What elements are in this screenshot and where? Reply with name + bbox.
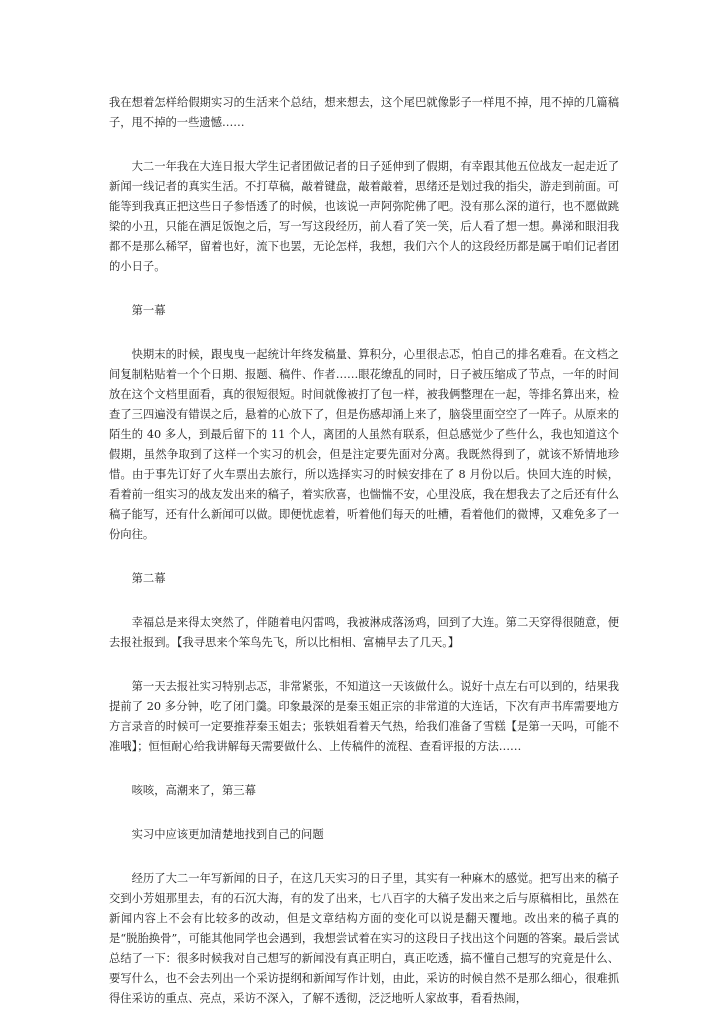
- section-heading-act-one: 第一幕: [131, 304, 166, 317]
- body-paragraph: 经历了大二一年写新闻的日子，在这几天实习的日子里，其实有一种麻木的感觉。把写出来的稿子交到小芳姐那里去，有的石沉大海，有的发了出来，七八百字的大稿子发出来之后与原稿相比，虽然在新闻内容上不会有比较多的改动，但是文章结构方面的变化可以说是翻天覆地。改出来的稿子真的是“脱胎换骨”，可能其他同学也会遇到，我想尝试着在实习的这段日子找出这个问题的答案。最后尝试总结了一下：很多时候我对自己想写的新闻没有真正明白，真正吃透，搞不懂自己想写的究竟是什么、要写什么，也不会去列出一个采访提纲和新闻写作计划，由此，采访的时候自然不是那么细心，很难抓得住采访的重点、亮点，采访不深入，了解不透彻，泛泛地听人家故事，看看热闹，: [109, 872, 619, 1005]
- subheading-find-problems: 实习中应该更加清楚地找到自己的问题: [131, 828, 324, 841]
- body-paragraph: 幸福总是来得太突然了，伴随着电闪雷鸣，我被淋成落汤鸡，回到了大连。第二天穿得很随意，便去报社报到。【我寻思来个笨鸟先飞，所以比相相、富楠早去了几天。】: [109, 616, 619, 649]
- document-page: [109, 93, 619, 1033]
- intro-paragraph: 我在想着怎样给假期实习的生活来个总结，想来想去，这个尾巴就像影子一样甩不掉，甩不掉的几篇稿子，甩不掉的一些遗憾……: [109, 96, 619, 129]
- body-paragraph: 快期末的时候，跟曳曳一起统计年终发稿量、算积分，心里很忐忑，怕自己的排名难看。在文档之间复制粘贴着一个个日期、报题、稿件、作者……眼花缭乱的同时，日子被压缩成了节点，一年的时间放在这个文档里面看，真的很短很短。时间就像被打了包一样，被我俩整理在一起，等排名算出来，检查了三四遍没有错误之后，悬着的心放下了，但是伤感却涌上来了，脑袋里面空空了一阵子。从原来的陌生的 40 多人，到最后留下的 11 个人，离团的人虽然有联系，但总感觉少了些什么，我也知道这个假期，虽然争取到了这样一个实习的机会，但是注定要先面对分离。我既然得到了，就该不矫情地珍惜。由于事先订好了火车票出去旅行，所以选择实习的时候安排在了 8 月份以后。快回大连的时候，看着前一组实习的战友发出来的稿子，着实欣喜，也惴惴不安，心里没底，我在想我去了之后还有什么稿子能写，还有什么新闻可以做。即便忧虑着，听着他们每天的吐槽，看着他们的微博，又难免多了一份向往。: [109, 348, 619, 541]
- body-paragraph: 第一天去报社实习特别忐忑，非常紧张，不知道这一天该做什么。说好十点左右可以到的，结果我提前了 20 多分钟，吃了闭门羹。印象最深的是秦玉姐正宗的非常道的大连话，下次有声书库需要地方方言录音的时候可一定要推荐秦玉姐去；张轶姐看着天气热，给我们准备了雪糕【是第一天吗，可能不准哦】；恒恒耐心给我讲解每天需要做什么、上传稿件的流程、查看评报的方法……: [109, 680, 619, 753]
- section-heading-act-three: 咳咳，高潮来了，第三幕: [131, 784, 256, 797]
- section-heading-act-two: 第二幕: [131, 572, 166, 585]
- body-paragraph: 大二一年我在大连日报大学生记者团做记者的日子延伸到了假期，有幸跟其他五位战友一起走近了新闻一线记者的真实生活。不打草稿，敲着键盘，敲着敲着，思绪还是划过我的指尖，游走到前面。可能等到我真正把这些日子参悟透了的时候，也该说一声阿弥陀佛了吧。没有那么深的道行，也不愿做跳梁的小丑，只能在酒足饭饱之后，写一写这段经历，前人看了笑一笑，后人看了想一想。鼻涕和眼泪我都不是那么稀罕，留着也好，流下也罢，无论怎样，我想，我们六个人的这段经历都是属于咱们记者团的小日子。: [109, 160, 619, 273]
